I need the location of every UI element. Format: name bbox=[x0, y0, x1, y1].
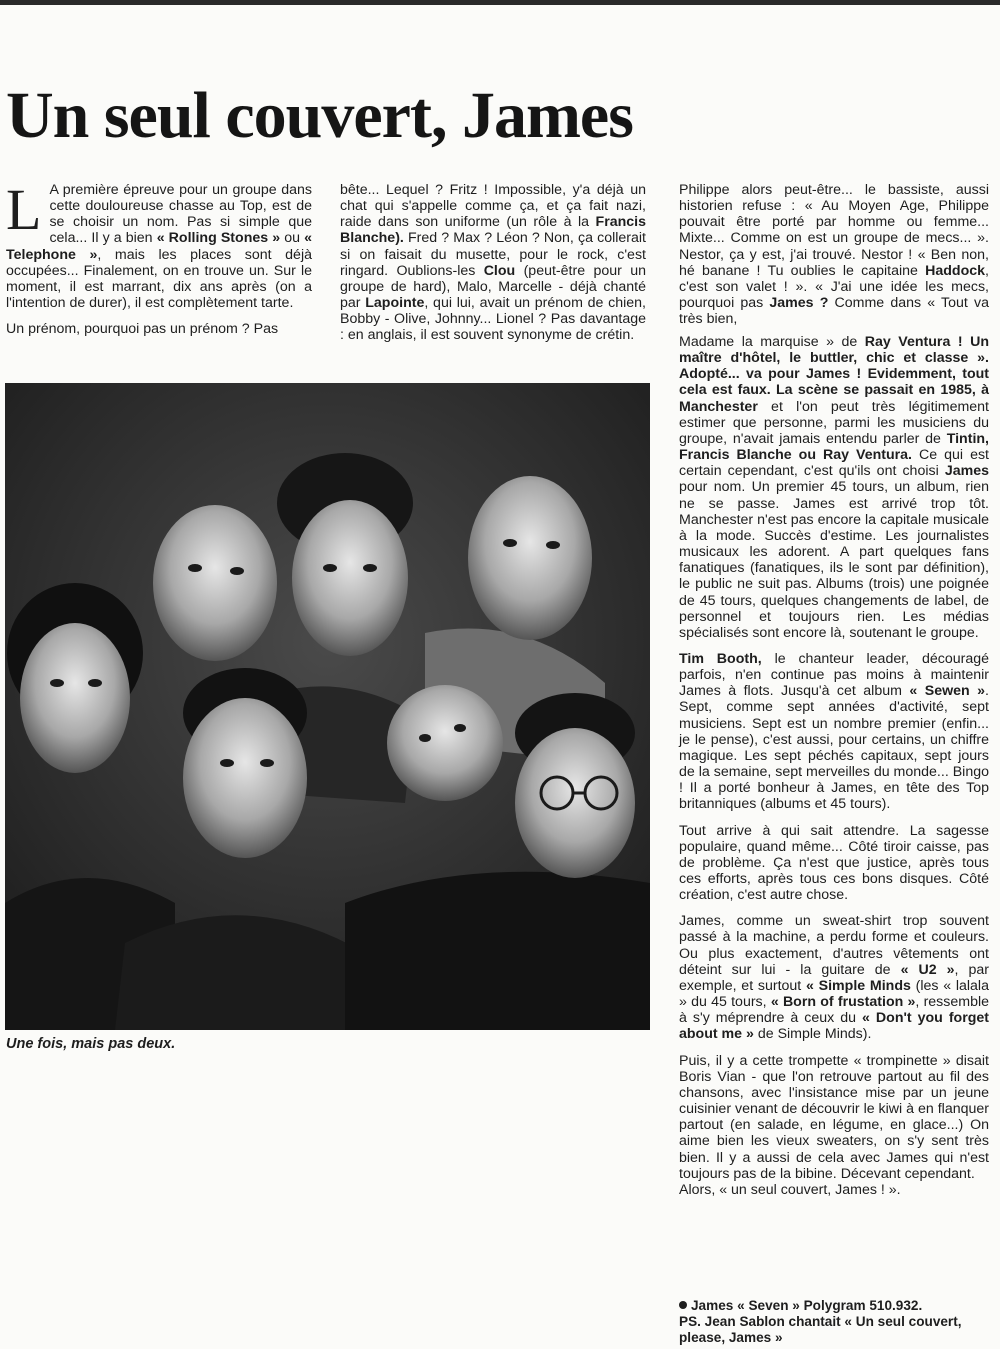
article-column-1 bbox=[6, 177, 313, 347]
top-rule bbox=[0, 0, 1000, 5]
paragraph: Philippe alors peut-être... le bassiste, aussi historien refuse : « Au Moyen Age, Philippe pouvait être porté par homme ou femme... Mixte... Comme on est un groupe de mecs... ». Nestor, ça y est, j'ai trouvé. Nestor ! « Ben non, hé banane ! Tu oublies le capitaine Haddock, c'est son valet ! ». « J'ai une idée les mecs, pourquoi pas James ? Comme dans « Tout va très bien, bbox=[679, 182, 989, 328]
article-column-3 bbox=[679, 182, 989, 337]
postscript: PS. Jean Sablon chantait « Un seul couvert, please, James » bbox=[679, 1314, 962, 1345]
dropcap: L bbox=[6, 177, 42, 242]
headline: Un seul couvert, James bbox=[6, 79, 633, 152]
paragraph: Madame la marquise » de Ray Ventura ! Un maître d'hôtel, le buttler, chic et classe ». Adopté... va pour James ! Evidemment, tout cela est faux. La scène se passait en 1985, à Manchester et l'on peut très légitimement estimer que personne, parmi les musiciens du groupe, n'avait jamais entendu parler de Tintin, Francis Blanche ou Ray Ventura. Ce qui est certain cependant, c'est qu'ils ont choisi James pour nom. Un premier 45 tours, un album, rien ne se passe. James est arrivé trop tôt. Manchester n'est pas encore la capitale musicale à la mode. Succès d'estime. Les journalistes musicaux les adorent. A part quelques fans fanatiques (fanatiques, ils le sont par définition), le public ne suit pas. Albums (trois) une poignée de 45 tours, quelques changements de label, de personnel et toujours rien. Les médias spécialisés sont encore là, soutenant le groupe. bbox=[679, 334, 989, 641]
intro-paragraph: L A première épreuve pour un groupe dans cette douloureuse chasse au Top, est de se choisir un nom. Pas si simple que cela... Il y a bien « Rolling Stones » ou « Telephone », mais les places sont déjà occupées... Finalement, on en trouve un. Sur le moment, il est marrant, dix ans après (on a l'intention de durer), il est complètement tarte. bbox=[6, 177, 313, 312]
release-info: James « Seven » Polygram 510.932. bbox=[679, 1298, 991, 1314]
article-column-3-continued bbox=[679, 334, 989, 1208]
paragraph: Tim Booth, le chanteur leader, découragé parfois, n'en continue pas moins à maintenir James à flots. Jusqu'à cet album « Sewen ». Sept, comme sept années d'activité, sept musiciens. Sept est un nombre premier (enfin... je le pense), c'est aussi, pour certains, un chiffre magique. Les sept péchés capitaux, sept jours de la semaine, sept merveilles du monde... Bingo ! Il a porté bonheur à James, en tête des Top britanniques (albums et 45 tours). bbox=[679, 650, 990, 813]
paragraph: Tout arrive à qui sait attendre. La sagesse populaire, quand même... Côté tiroir caisse, pas de problème. Ça n'est que justice, après tous ces efforts, après tous ces bons disques. Côté création, c'est autre chose. bbox=[679, 822, 989, 904]
paragraph: bête... Lequel ? Fritz ! Impossible, y'a déjà un chat qui s'appelle comme ça, et ça fait nazi, raide dans son uniforme (un rôle à la Francis Blanche). Fred ? Max ? Léon ? Non, ça collerait si on faisait du musette, pour le rock, c'est ringard. Oublions-les Clou (peut-être pour un groupe de hard), Malo, Marcelle - déjà chanté par Lapointe, qui lui, avait un prénom de chien, Bobby - Olive, Johnny... Lionel ? Pas davantage : en anglais, il est souvent synonyme de crétin. bbox=[340, 182, 646, 344]
paragraph: James, comme un sweat-shirt trop souvent passé à la machine, a perdu forme et couleurs. Ou plus exactement, d'autres vêtements ont déteint sur lui - la guitare de « U2 », par exemple, et surtout « Simple Minds (les « lalala » du 45 tours, « Born of frustation », ressemble à s'y méprendre à ceux du « Don't you forget about me » de Simple Minds). bbox=[679, 913, 990, 1043]
paragraph: Alors, « un seul couvert, James ! ». bbox=[679, 1181, 901, 1198]
paragraph: Un prénom, pourquoi pas un prénom ? Pas bbox=[6, 321, 279, 338]
credits bbox=[679, 1298, 991, 1346]
article-column-2 bbox=[340, 182, 646, 354]
bullet-icon bbox=[679, 1301, 687, 1309]
band-photo bbox=[5, 383, 650, 1030]
paragraph: Puis, il y a cette trompette « trompinette » disait Boris Vian - que l'on retrouve partout au fil des chansons, avec l'insistance mise par un jeune cuisinier venant de découvrir le kiwi à en flanquer partout (en salade, en légume, en glace...) On aime bien les vieux sweaters, on s'y sent très bien. Il y a aussi de cela avec James qui n'est toujours pas de la bibine. Décevant cependant. bbox=[679, 1052, 989, 1182]
photo-caption: Une fois, mais pas deux. bbox=[6, 1036, 176, 1052]
